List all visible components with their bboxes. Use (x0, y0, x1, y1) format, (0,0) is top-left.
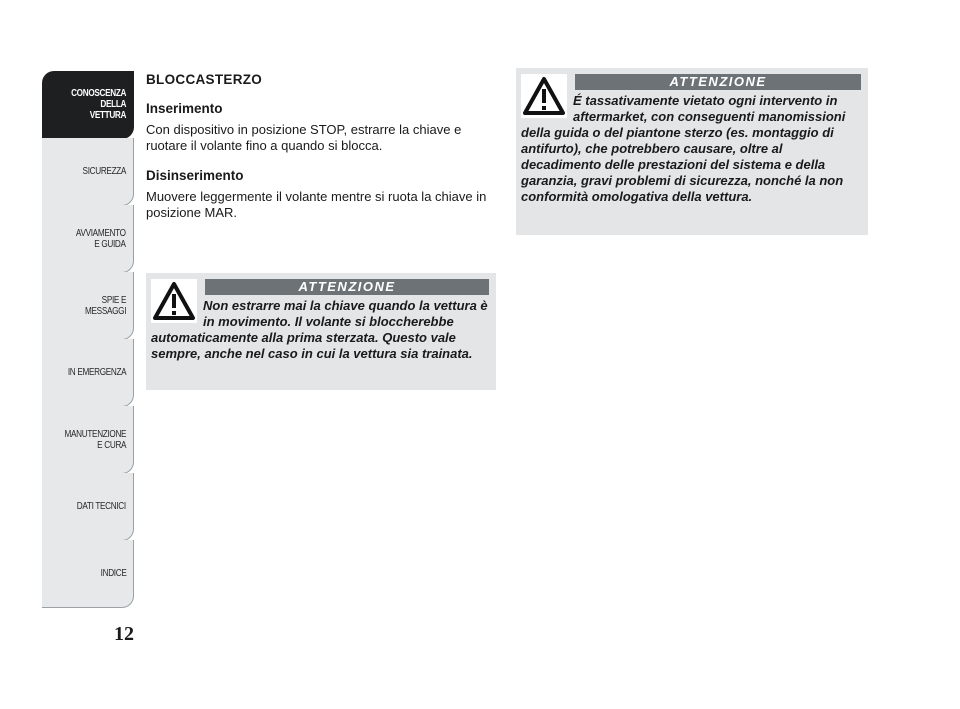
main-column (146, 72, 498, 235)
warning-triangle-icon (521, 74, 567, 118)
warning-heading: ATTENZIONE (205, 279, 489, 295)
warning-text: Non estrarre mai la chiave quando la vettura è in movimento. Il volante si bloccherebbe automaticamente alla prima sterzata. Questo vale sempre, anche nel caso in cui la vettura sia trainata. (151, 298, 488, 361)
warning-box (516, 68, 868, 235)
sidebar-item-in-emergenza[interactable]: IN EMERGENZA (42, 339, 134, 407)
sidebar-item-spie-e-messaggi[interactable]: SPIE E MESSAGGI (42, 272, 134, 340)
chapter-sidebar (42, 72, 134, 608)
warning-triangle-icon (151, 279, 197, 323)
sidebar-item-manutenzione-e-cura[interactable]: MANUTENZIONE E CURA (42, 406, 134, 474)
section-title: BLOCCASTERZO (146, 72, 263, 87)
paragraph: Muovere leggermente il volante mentre si ruota la chiave in posizione MAR. (146, 189, 487, 220)
sidebar-item-sicurezza[interactable]: SICUREZZA (42, 138, 134, 206)
warning-text: É tassativamente vietato ogni intervento in aftermarket, con conseguenti manomissioni della guida o del piantone sterzo (es. montaggio di antifurto), che potrebbero causare, oltre al decadimento delle prestazioni del sistema e della garanzia, gravi problemi di sicurezza, nonché la non conformità omologativa della vettura. (521, 93, 846, 204)
sidebar-item-avviamento-e-guida[interactable]: AVVIAMENTO E GUIDA (42, 205, 134, 273)
sidebar-item-conoscenza-della-vettura[interactable]: CONOSCENZA DELLA VETTURA (42, 71, 134, 139)
sidebar-item-dati-tecnici[interactable]: DATI TECNICI (42, 473, 134, 541)
subsection-heading: Disinserimento (146, 168, 244, 183)
subsection-heading: Inserimento (146, 101, 223, 116)
warning-heading: ATTENZIONE (575, 74, 861, 90)
paragraph: Con dispositivo in posizione STOP, estrarre la chiave e ruotare il volante fino a quando si blocca. (146, 122, 462, 153)
sidebar-item-indice[interactable]: INDICE (42, 540, 134, 608)
page-number: 12 (114, 623, 134, 645)
warning-box (146, 273, 496, 390)
